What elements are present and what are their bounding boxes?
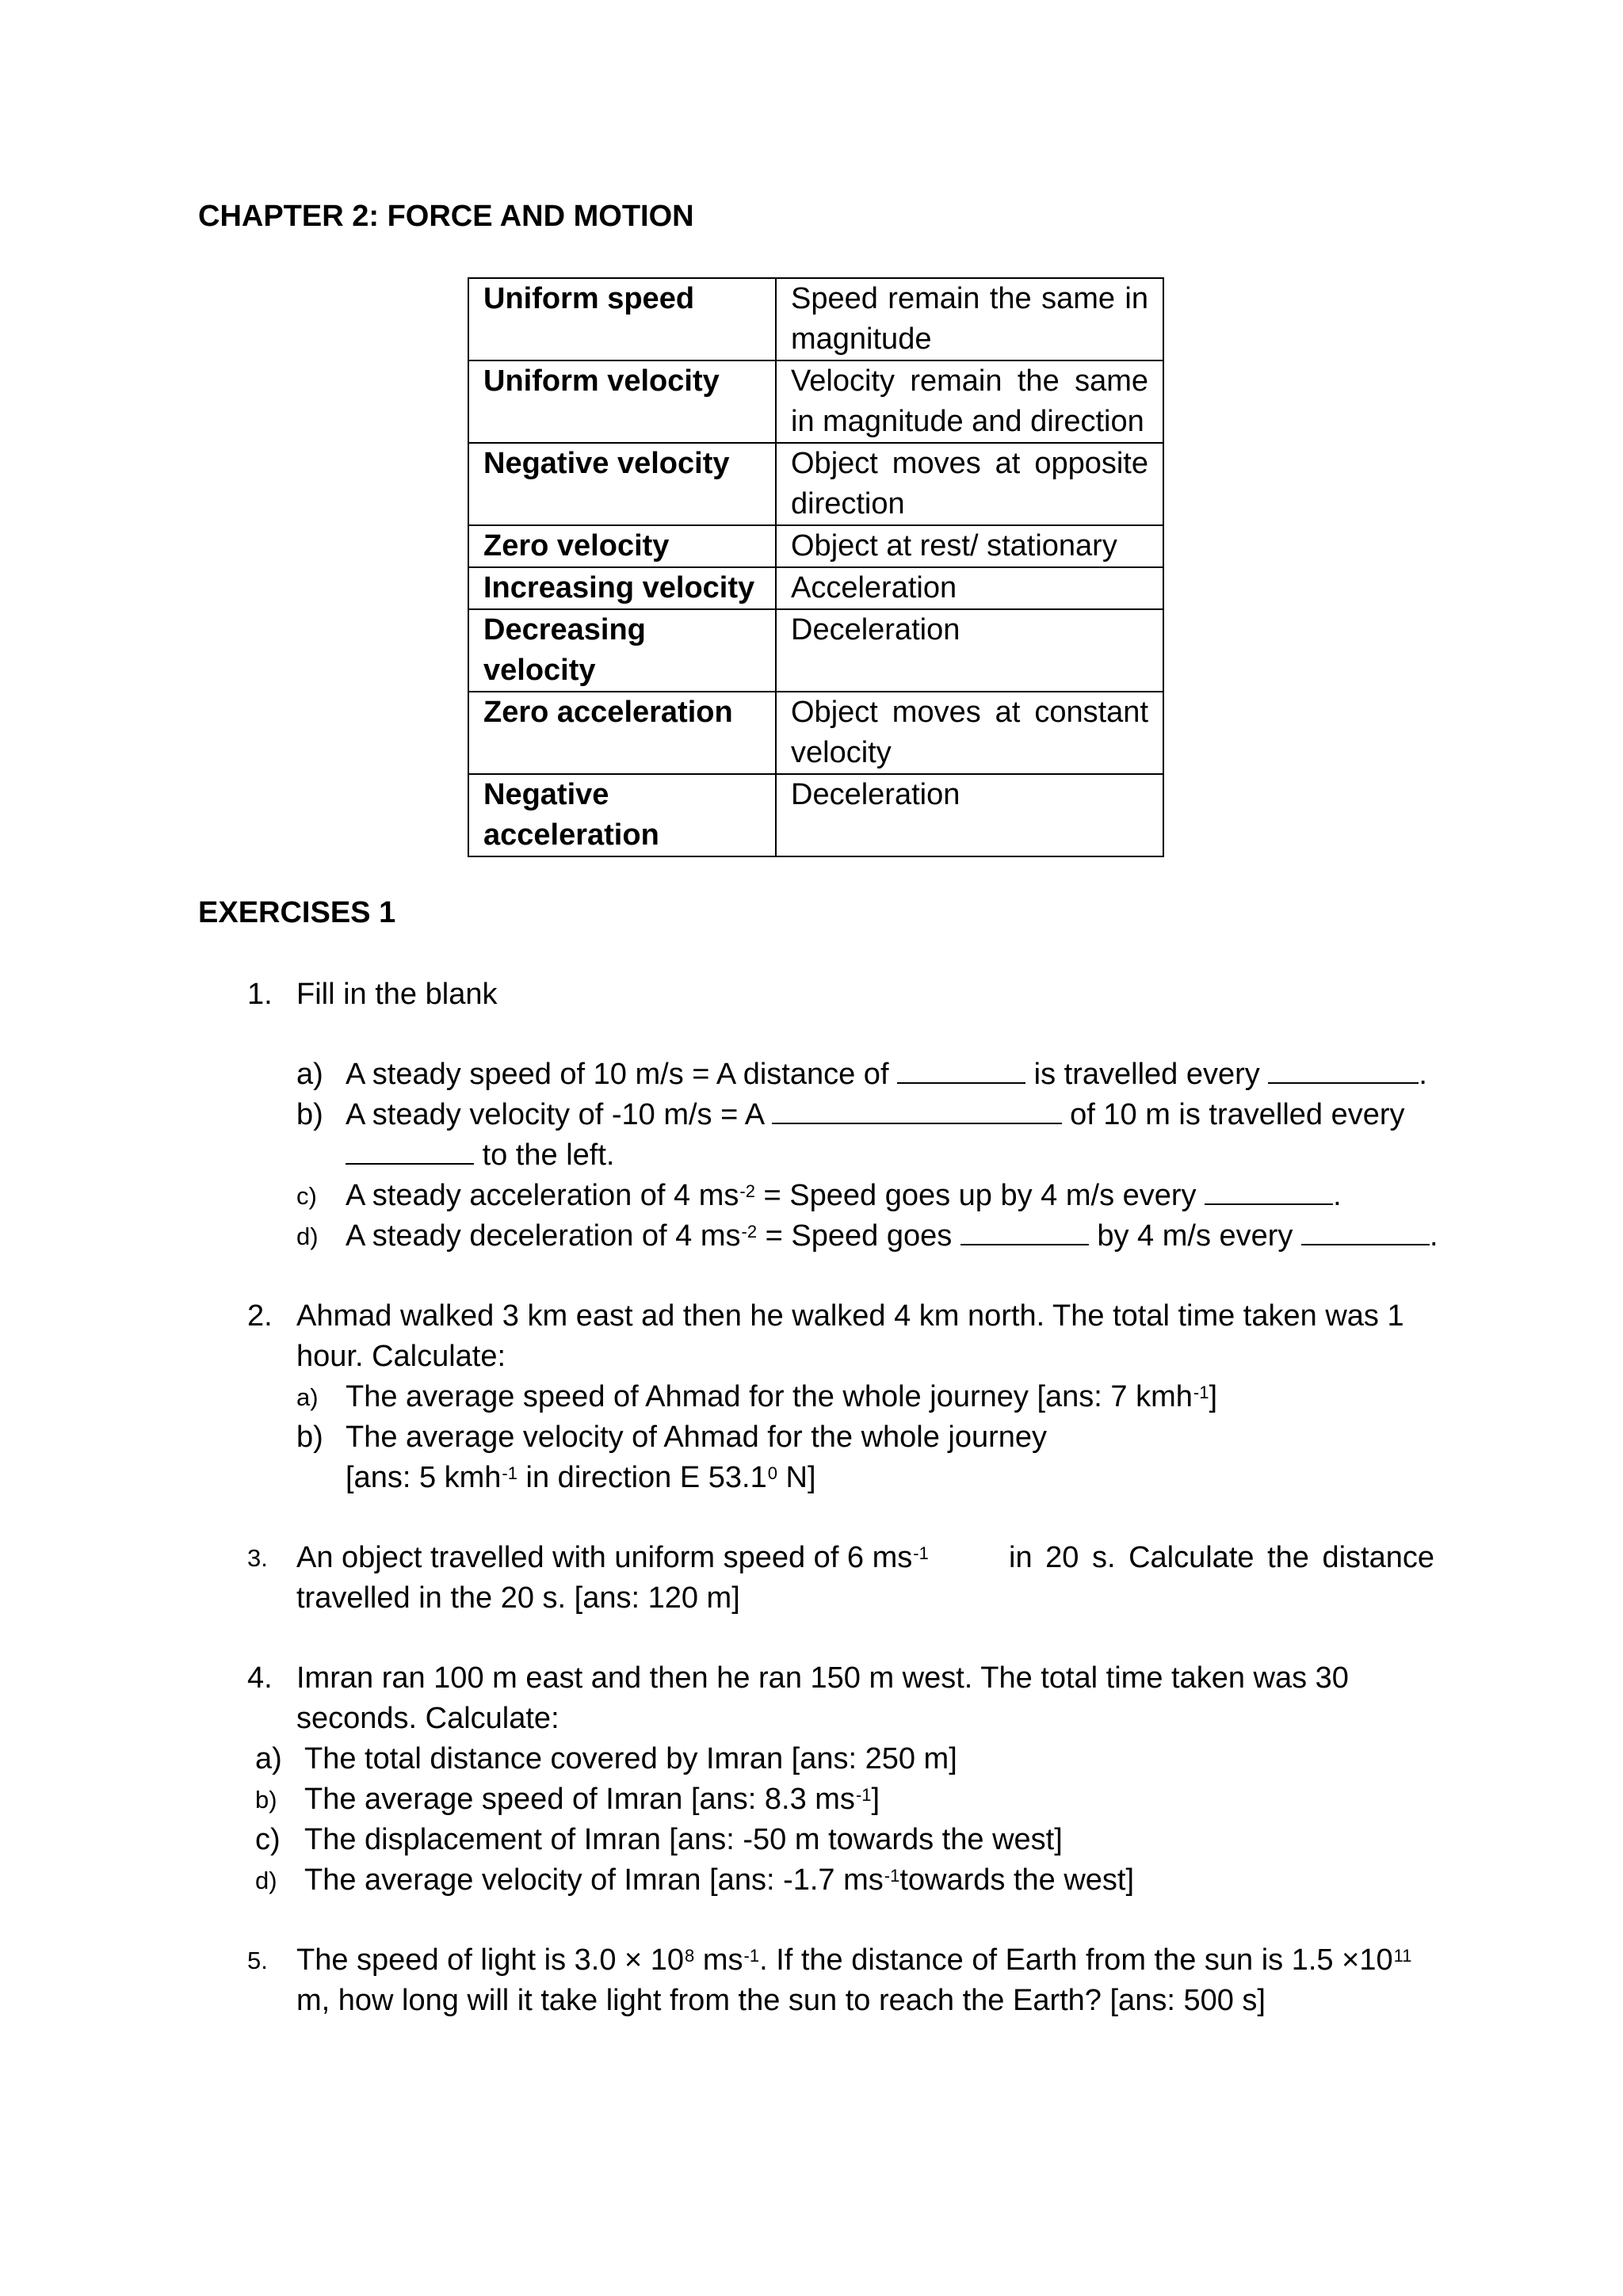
q1d-label: d) [296, 1222, 319, 1250]
q5-sup-3: 11 [1393, 1946, 1412, 1966]
q2a-end: ] [1209, 1380, 1217, 1413]
term-cell: Increasing velocity [468, 567, 776, 609]
term-cell: Uniform speed [468, 278, 776, 360]
q1d-sup: -2 [741, 1222, 758, 1241]
q4b-text: The average speed of Imran [ans: 8.3 ms [304, 1783, 855, 1816]
q2b-sup-1: -1 [502, 1463, 517, 1483]
q5-text-1a: The speed of light is 3.0 × 10 [296, 1943, 685, 1977]
q1c-text-2: = Speed goes up by 4 m/s every [763, 1179, 1197, 1212]
term-cell: Zero velocity [468, 525, 776, 567]
q1c-text-1: A steady acceleration of 4 ms [346, 1179, 739, 1212]
q4b-end: ] [871, 1783, 880, 1816]
q1c-sup: -2 [739, 1181, 755, 1201]
q1c-text-3: . [1333, 1179, 1342, 1212]
q2b-label: b) [296, 1421, 323, 1454]
q2a-line [346, 1377, 1217, 1417]
table-row [468, 278, 1163, 360]
q1b-text-1: A steady velocity of -10 m/s = A [346, 1098, 763, 1131]
q3-line-1 [296, 1538, 1434, 1578]
q1-number: 1. [247, 978, 273, 1011]
q1d-text-3: by 4 m/s every [1097, 1219, 1293, 1253]
q5-line-2: m, how long will it take light from the sun to reach the Earth? [ans: 500 s] [296, 1984, 1266, 2017]
q4b-line [304, 1779, 880, 1820]
q2-line-2: hour. Calculate: [296, 1340, 506, 1373]
q3-line-2: travelled in the 20 s. [ans: 120 m] [296, 1581, 740, 1615]
table-row [468, 774, 1163, 856]
table-row [468, 525, 1163, 567]
term-cell: Zero acceleration [468, 692, 776, 774]
definitions-table [468, 277, 1164, 857]
table-row [468, 360, 1163, 443]
answer-blank [772, 1099, 1062, 1124]
answer-blank [897, 1058, 1025, 1084]
q4d-label: d) [255, 1867, 277, 1894]
meaning-cell: Object moves at opposite direction [776, 443, 1163, 525]
q3-text-1a: An object travelled with uniform speed of 6 ms [296, 1541, 913, 1574]
term-cell: Uniform velocity [468, 360, 776, 443]
q2-number: 2. [247, 1299, 273, 1333]
q2-line-1: Ahmad walked 3 km east ad then he walked 4 km north. The total time taken was 1 [296, 1299, 1404, 1333]
table-row [468, 567, 1163, 609]
meaning-cell: Object at rest/ stationary [776, 525, 1163, 567]
q1a-text-1: A steady speed of 10 m/s = A distance of [346, 1058, 889, 1091]
answer-blank [1301, 1220, 1430, 1245]
q4d-end: towards the west] [899, 1863, 1135, 1897]
q2b-text: The average velocity of Ahmad for the whole journey [346, 1421, 1048, 1454]
table-row [468, 692, 1163, 774]
q1a-text-2: is travelled every [1033, 1058, 1260, 1091]
q1c-label: c) [296, 1182, 317, 1210]
q1b-line-2 [346, 1135, 614, 1176]
q4-line-1: Imran ran 100 m east and then he ran 150 m west. The total time taken was 30 [296, 1661, 1349, 1695]
q1b-text-2: of 10 m is travelled every [1070, 1098, 1405, 1131]
q1c-line [346, 1176, 1342, 1216]
q3-text-1 [296, 1538, 929, 1578]
exercises-title: EXERCISES 1 [198, 896, 396, 929]
answer-blank [346, 1139, 474, 1165]
q4d-sup: -1 [884, 1866, 900, 1886]
q3-number: 3. [247, 1544, 268, 1572]
meaning-cell: Speed remain the same in magnitude [776, 278, 1163, 360]
q2b-ans-1: [ans: 5 kmh [346, 1461, 502, 1494]
q1d-line [346, 1216, 1438, 1257]
q5-sup-2: -1 [743, 1946, 760, 1966]
term-cell: Decreasing velocity [468, 609, 776, 692]
term-cell: Negative velocity [468, 443, 776, 525]
table-row [468, 609, 1163, 692]
q1a-line [346, 1055, 1427, 1095]
q2a-text: The average speed of Ahmad for the whole journey [ans: 7 kmh [346, 1380, 1193, 1413]
q5-line-1 [296, 1940, 1411, 1981]
meaning-cell: Deceleration [776, 609, 1163, 692]
meaning-cell: Acceleration [776, 567, 1163, 609]
q4c-text: The displacement of Imran [ans: -50 m towards the west] [304, 1823, 1063, 1856]
q4b-sup: -1 [855, 1785, 872, 1805]
q3-text-1b: in 20 s. Calculate the distance [1009, 1541, 1434, 1574]
meaning-cell: Deceleration [776, 774, 1163, 856]
q4-line-2: seconds. Calculate: [296, 1702, 559, 1735]
q2b-answer [346, 1458, 816, 1498]
q1b-text-3: to the left. [482, 1138, 615, 1172]
answer-blank [960, 1220, 1089, 1245]
q4a-label: a) [255, 1742, 282, 1775]
q1a-label: a) [296, 1058, 323, 1091]
q2a-sup: -1 [1193, 1383, 1209, 1402]
meaning-cell: Velocity remain the same in magnitude and direction [776, 360, 1163, 443]
q1-text: Fill in the blank [296, 978, 498, 1011]
q1b-label: b) [296, 1098, 323, 1131]
q3-sup: -1 [913, 1543, 929, 1563]
q2b-ans-2: in direction E 53.1 [525, 1461, 767, 1494]
q5-text-1c: . If the distance of Earth from the sun is 1.5 ×10 [759, 1943, 1393, 1977]
q4a-text: The total distance covered by Imran [ans: 250 m] [304, 1742, 957, 1775]
q4-number: 4. [247, 1661, 273, 1695]
q1d-text-2: = Speed goes [765, 1219, 953, 1253]
q4c-label: c) [255, 1823, 281, 1856]
term-cell [468, 774, 776, 856]
q4b-label: b) [255, 1786, 277, 1814]
chapter-title: CHAPTER 2: FORCE AND MOTION [198, 200, 694, 233]
q2b-ans-3: N] [785, 1461, 816, 1494]
q4d-line [304, 1860, 1134, 1901]
table-row [468, 443, 1163, 525]
q1d-text-4: . [1430, 1219, 1438, 1253]
q1b-line [346, 1095, 1405, 1135]
term-text: Negative acceleration [483, 778, 659, 852]
q2a-label: a) [296, 1383, 319, 1411]
q1a-text-3: . [1419, 1058, 1427, 1091]
q4d-text: The average velocity of Imran [ans: -1.7 ms [304, 1863, 884, 1897]
q5-text-1b: ms [702, 1943, 743, 1977]
meaning-cell: Object moves at constant velocity [776, 692, 1163, 774]
answer-blank [1268, 1058, 1419, 1084]
q5-number: 5. [247, 1947, 268, 1974]
q2b-sup-2: 0 [767, 1463, 777, 1483]
answer-blank [1205, 1180, 1333, 1205]
q5-sup-1: 8 [685, 1946, 695, 1966]
q1d-text-1: A steady deceleration of 4 ms [346, 1219, 741, 1253]
